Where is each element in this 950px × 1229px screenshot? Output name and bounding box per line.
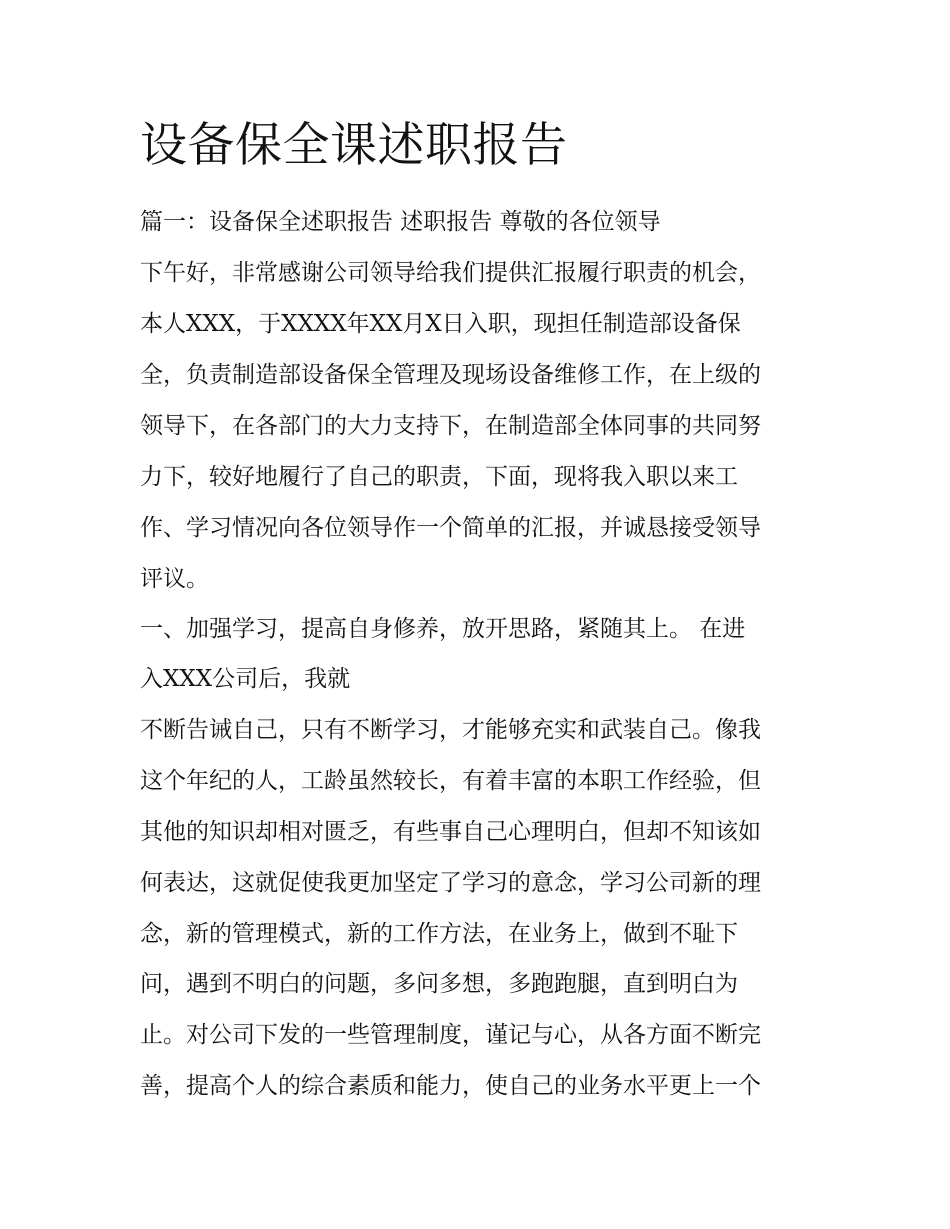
body-line: 不断告诫自己，只有不断学习，才能够充实和武装自己。像我 [140, 717, 761, 743]
body-line: 问，遇到不明白的问题，多问多想，多跑跑腿，直到明白为 [140, 971, 738, 997]
body-line: 本人XXX，于XXXX年XX月X日入职，现担任制造部设备保 [140, 311, 741, 337]
body-line: 作、学习情况向各位领导作一个简单的汇报，并诚恳接受领导 [140, 515, 761, 541]
body-line: 善，提高个人的综合素质和能力，使自己的业务水平更上一个 [140, 1073, 761, 1099]
body-line: 力下，较好地履行了自己的职责，下面，现将我入职以来工 [140, 464, 738, 490]
body-line: 篇一：设备保全述职报告 述职报告 尊敬的各位领导 [140, 209, 661, 235]
body-line: 念，新的管理模式，新的工作方法，在业务上，做到不耻下 [140, 921, 738, 947]
body-line: 何表达，这就促使我更加坚定了学习的意念，学习公司新的理 [140, 870, 761, 896]
body-line: 止。对公司下发的一些管理制度，谨记与心，从各方面不断完 [140, 1022, 761, 1048]
body-line: 领导下，在各部门的大力支持下，在制造部全体同事的共同努 [140, 413, 761, 439]
body-line: 评议。 [140, 566, 209, 592]
body-line: 全，负责制造部设备保全管理及现场设备维修工作，在上级的 [140, 362, 761, 388]
document-title: 设备保全课述职报告 [140, 118, 568, 173]
body-line: 一、加强学习，提高自身修养，放开思路，紧随其上。 在进 [140, 616, 746, 642]
body-line: 入XXX公司后，我就 [140, 666, 351, 692]
body-line: 下午好，非常感谢公司领导给我们提供汇报履行职责的机会， [140, 260, 761, 286]
body-line: 这个年纪的人，工龄虽然较长，有着丰富的本职工作经验，但 [140, 768, 761, 794]
body-line: 其他的知识却相对匮乏，有些事自己心理明白，但却不知该如 [140, 819, 761, 845]
